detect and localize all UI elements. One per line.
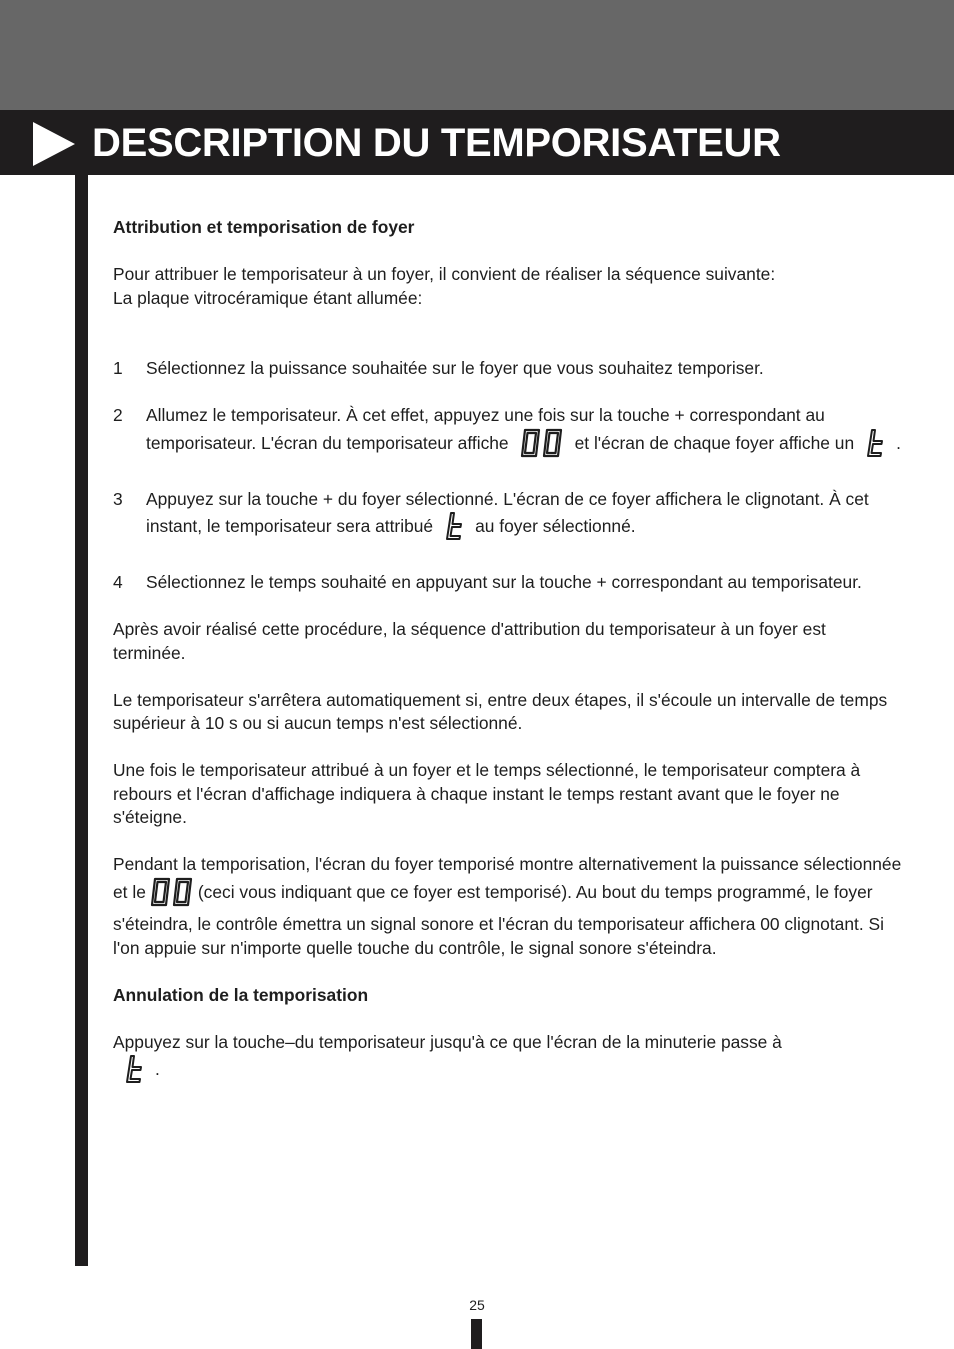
- step-4: [113, 571, 903, 595]
- paragraph-countdown: Une fois le temporisateur attribué à un foyer et le temps sélectionné, le temporisateur comptera à rebours et l'écran d'affichage indiquera à chaque instant le temps restant avant que le foyer ne s'éteigne.: [113, 760, 861, 827]
- step-text: Allumez le temporisateur. À cet effet, appuyez une fois sur la touche + correspondant au temporisateur. L'écran du temporisateur affiche et l'écran de chaque foyer affiche un .: [146, 404, 903, 464]
- paragraph-procedure-done: Après avoir réalisé cette procédure, la séquence d'attribution du temporisateur à un foyer est terminée.: [113, 619, 826, 663]
- page-number: 25: [469, 1297, 485, 1313]
- seven-segment-t-icon: [123, 1054, 145, 1091]
- seven-segment-00-icon: [149, 877, 195, 914]
- paragraph-cancel: Appuyez sur la touche–du temporisateur jusqu'à ce que l'écran de la minuterie passe à.: [113, 1031, 813, 1091]
- seven-segment-t-icon: [443, 511, 465, 548]
- side-bar: [75, 175, 88, 1266]
- step-2: [113, 404, 903, 464]
- top-band: [0, 0, 954, 110]
- intro-text-2: La plaque vitrocéramique étant allumée:: [113, 287, 423, 308]
- intro-text: Pour attribuer le temporisateur à un foyer, il convient de réaliser la séquence suivante:: [113, 264, 776, 284]
- play-arrow-icon: [33, 122, 75, 166]
- page-title: DESCRIPTION DU TEMPORISATEUR: [92, 121, 781, 165]
- step-number: 4: [113, 572, 123, 592]
- seven-segment-t-icon: [864, 428, 886, 465]
- section-heading-attribution: Attribution et temporisation de foyer: [113, 217, 415, 237]
- page-tab-marker: [471, 1319, 482, 1349]
- step-text: Sélectionnez le temps souhaité en appuyant sur la touche + correspondant au temporisateur.: [146, 572, 862, 592]
- step-text: Appuyez sur la touche + du foyer sélectionné. L'écran de ce foyer affichera le clignotant. À cet instant, le temporisateur sera attribué au foyer sélectionné.: [146, 488, 903, 548]
- step-text: Sélectionnez la puissance souhaitée sur le foyer que vous souhaitez temporiser.: [146, 358, 764, 378]
- content: [113, 216, 903, 1091]
- step-1: [113, 357, 903, 381]
- paragraph-auto-stop: Le temporisateur s'arrêtera automatiquement si, entre deux étapes, il s'écoule un intervalle de temps supérieur à 10 s ou si aucun temps n'est sélectionné.: [113, 689, 888, 733]
- step-number: 2: [113, 405, 123, 425]
- section-heading-annulation: Annulation de la temporisation: [113, 984, 369, 1005]
- step-number: 3: [113, 488, 123, 509]
- step-3: [113, 488, 903, 548]
- title-band: [0, 110, 954, 175]
- paragraph-during-timing: Pendant la temporisation, l'écran du foyer temporisé montre alternativement la puissance sélectionnée et le (ceci vous indiquant que ce foyer est temporisé). Au bout du temps programmé, le foyer s'éteindra, le contrôle émettra un signal sonore et l'écran du temporisateur affichera 00 clignotant. Si l'on appuie sur n'importe quelle touche du contrôle, le signal sonore s'éteindra.: [113, 854, 902, 958]
- step-number: 1: [113, 358, 123, 378]
- seven-segment-00-icon: [519, 428, 565, 465]
